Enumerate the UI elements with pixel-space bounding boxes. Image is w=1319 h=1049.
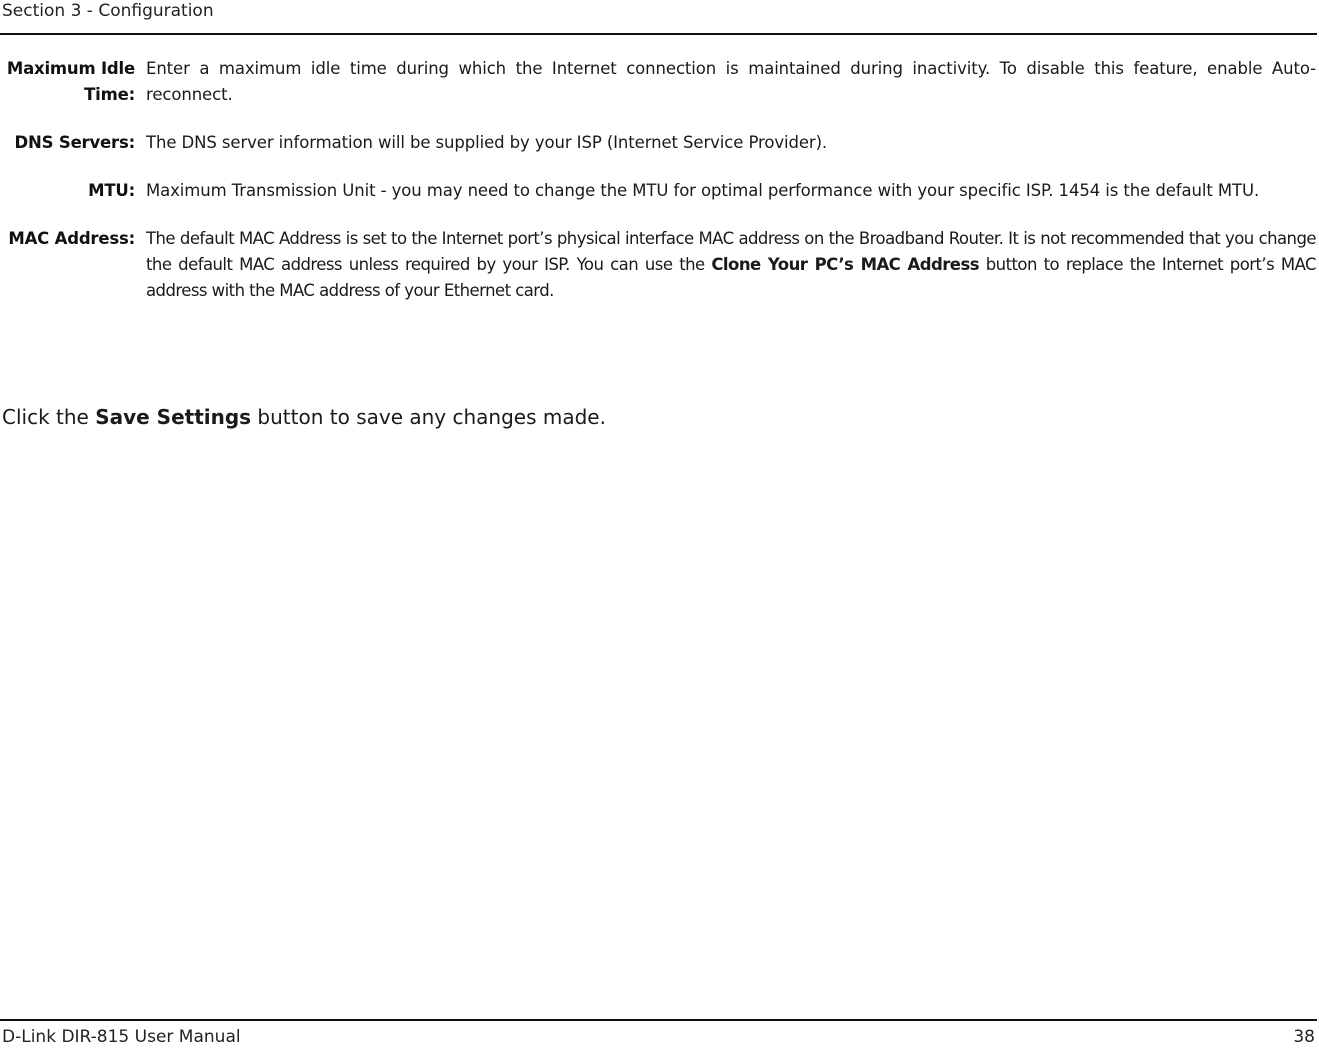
page-number: 38 xyxy=(1293,1027,1315,1047)
definition-dns-servers xyxy=(0,130,1317,156)
term-dns-servers: DNS Servers: xyxy=(14,133,135,152)
definition-mac-address xyxy=(0,226,1317,304)
header-divider xyxy=(0,33,1317,35)
save-settings-note xyxy=(2,404,606,430)
term-mac-address: MAC Address: xyxy=(8,229,135,248)
term-mtu: MTU: xyxy=(88,181,135,200)
definition-mtu xyxy=(0,178,1317,204)
description-max-idle-time: Enter a maximum idle time during which the Internet connection is maintained during inactivity. To disable this feature, enable Auto-reconnect. xyxy=(146,59,1316,104)
definition-max-idle-time xyxy=(0,56,1317,108)
section-title: Section 3 - Configuration xyxy=(2,1,214,21)
description-mac-address-text-before: The default MAC Address is set to the Internet port’s physical interface MAC address on the Broadband Router. It is not recommended that you change the default MAC address unless required by your ISP. You can use the xyxy=(146,229,1316,274)
save-note-text-after: button to save any changes made. xyxy=(251,405,606,429)
term-max-idle-time-line1: Maximum Idle xyxy=(6,59,135,78)
save-settings-button-reference: Save Settings xyxy=(95,405,252,429)
term-max-idle-time xyxy=(0,56,135,108)
manual-title: D-Link DIR-815 User Manual xyxy=(2,1027,241,1047)
description-mtu: Maximum Transmission Unit - you may need to change the MTU for optimal performance with your specific ISP. 1454 is the default MTU. xyxy=(146,181,1260,200)
clone-mac-address-button-reference: Clone Your PC’s MAC Address xyxy=(711,255,979,274)
description-dns-servers: The DNS server information will be supplied by your ISP (Internet Service Provider). xyxy=(146,133,828,152)
save-note-text-before: Click the xyxy=(2,405,96,429)
definition-list xyxy=(0,56,1317,326)
footer-divider xyxy=(0,1019,1317,1021)
description-mac-address xyxy=(146,226,1316,304)
term-max-idle-time-line2: Time: xyxy=(84,85,135,104)
description-mac-address-text-after: button to replace the Internet port’s MAC address with the MAC address of your Ethernet card. xyxy=(146,255,1316,300)
